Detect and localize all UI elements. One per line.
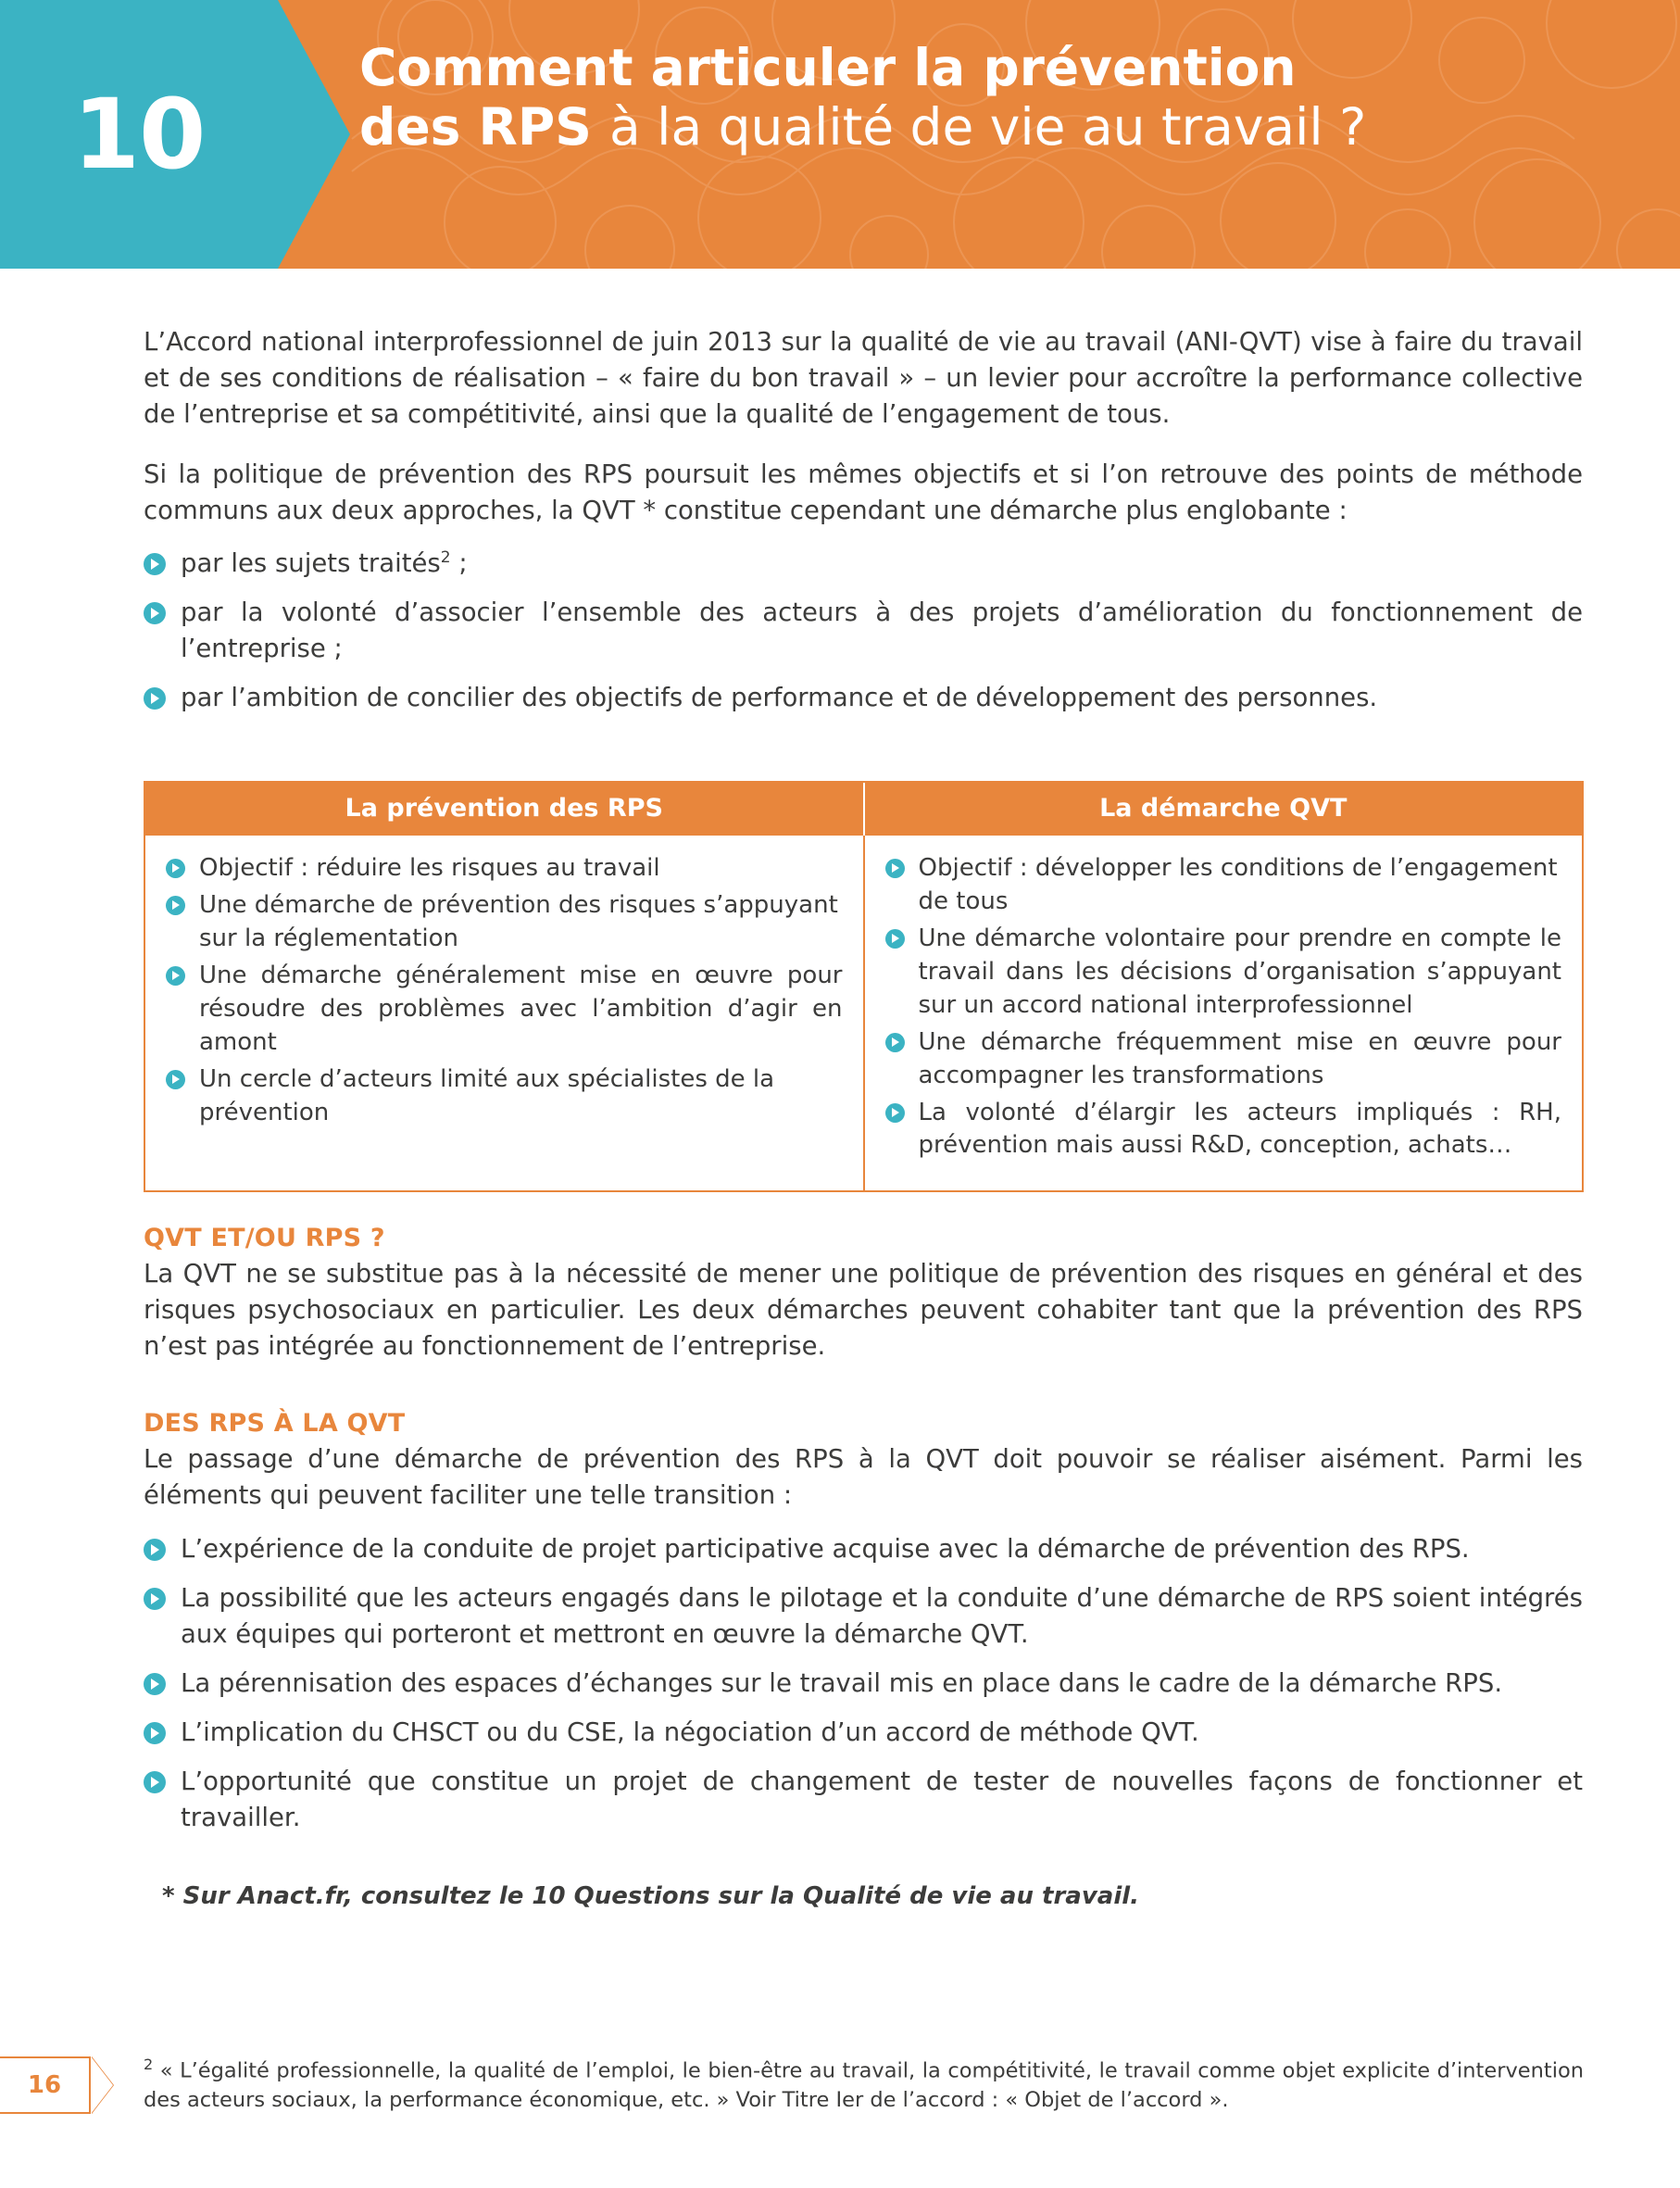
- intro-bullet-list: [144, 546, 1583, 716]
- table-header-row: [145, 783, 1582, 836]
- list-item: [144, 1715, 1583, 1751]
- des-rps-bullet-list: [144, 1531, 1583, 1836]
- arrow-bullet-icon: [885, 929, 905, 949]
- list-item: [144, 1531, 1583, 1567]
- table-cell-text: Objectif : réduire les risques au travail: [199, 854, 660, 883]
- footnote-text: « L’égalité professionnelle, la qualité de l’emploi, le bien-être au travail, la compétitivité, le travail comme objet explicite d’intervention des acteurs sociaux, la performance économique, etc. » Voir Titre Ier de l’accord : « Objet de l’accord ».: [144, 2058, 1584, 2112]
- page-footer: [0, 2047, 1680, 2188]
- arrow-bullet-icon: [144, 1588, 166, 1610]
- footnote-ref: 2: [440, 548, 451, 568]
- footnote-2: [144, 2055, 1584, 2115]
- intro-paragraph-2: Si la politique de prévention des RPS poursuit les mêmes objectifs et si l’on retrouve des points de méthode communs aux deux approches, la QVT * constitue cependant une démarche plus englobante :: [144, 459, 1583, 526]
- table-cell-text: Un cercle d’acteurs limité aux spécialistes de la prévention: [199, 1064, 775, 1126]
- list-item-text: par l’ambition de concilier des objectifs de performance et de développement des personnes.: [181, 683, 1378, 713]
- arrow-bullet-icon: [144, 1722, 166, 1744]
- table-row: [885, 1026, 1562, 1093]
- table-row: [166, 1063, 843, 1130]
- table-row: [166, 852, 843, 886]
- page-number-badge: 16: [0, 2056, 91, 2114]
- list-item-tail: ;: [450, 548, 468, 579]
- list-item-text: La possibilité que les acteurs engagés dans le pilotage et la conduite d’une démarche de RPS soient intégrés aux équipes qui porteront et mettront en œuvre la démarche QVT.: [181, 1582, 1583, 1649]
- list-item: [144, 546, 1583, 582]
- page-title-line2-light: à la qualité de vie au travail ?: [608, 96, 1367, 157]
- chapter-number: 10: [72, 78, 206, 191]
- arrow-bullet-icon: [144, 602, 166, 624]
- arrow-bullet-icon: [144, 553, 166, 575]
- section-heading-des-rps: DES RPS À LA QVT: [144, 1409, 406, 1439]
- table-row: [885, 923, 1562, 1023]
- arrow-bullet-icon: [885, 859, 905, 878]
- table-cell-text: Une démarche fréquemment mise en œuvre pour accompagner les transformations: [918, 1027, 1561, 1089]
- list-item: [144, 1666, 1583, 1702]
- page-title-line2-bold: des RPS: [359, 96, 609, 157]
- table-cell-text: La volonté d’élargir les acteurs impliqués : RH, prévention mais aussi R&D, conception, achats…: [918, 1098, 1561, 1160]
- footnote-star-note: * Sur Anact.fr, consultez le 10 Questions sur la Qualité de vie au travail.: [162, 1881, 1140, 1910]
- arrow-bullet-icon: [166, 1070, 185, 1089]
- table-row: [885, 852, 1562, 919]
- table-row: [885, 1097, 1562, 1163]
- list-item: [144, 1580, 1583, 1653]
- arrow-bullet-icon: [885, 1103, 905, 1123]
- comparison-table: [144, 781, 1584, 1192]
- table-header-prevention-rps: La prévention des RPS: [145, 783, 865, 836]
- list-item-text: L’opportunité que constitue un projet de changement de tester de nouvelles façons de fonctionner et travailler.: [181, 1766, 1583, 1832]
- table-cell-text: Objectif : développer les conditions de l’engagement de tous: [918, 854, 1558, 916]
- arrow-bullet-icon: [166, 896, 185, 915]
- table-column-prevention-rps: [145, 836, 865, 1190]
- list-item-text: L’implication du CHSCT ou du CSE, la négociation d’un accord de méthode QVT.: [181, 1716, 1199, 1747]
- table-row: [166, 960, 843, 1060]
- section-body-des-rps: Le passage d’une démarche de prévention des RPS à la QVT doit pouvoir se réaliser aisément. Parmi les éléments qui peuvent faciliter une telle transition :: [144, 1444, 1583, 1511]
- table-cell-text: Une démarche généralement mise en œuvre pour résoudre des problèmes avec l’ambition d’agir en amont: [199, 962, 843, 1056]
- page-title-line1: Comment articuler la prévention: [359, 38, 1297, 97]
- table-cell-text: Une démarche volontaire pour prendre en compte le travail dans les décisions d’organisation s’appuyant sur un accord national interprofessionnel: [918, 924, 1561, 1019]
- list-item-text: L’expérience de la conduite de projet participative acquise avec la démarche de prévention des RPS.: [181, 1533, 1470, 1564]
- footnote-marker: 2: [144, 2056, 154, 2073]
- list-item: [144, 1764, 1583, 1836]
- list-item-text: La pérennisation des espaces d’échanges sur le travail mis en place dans le cadre de la démarche RPS.: [181, 1667, 1503, 1698]
- table-row: [166, 889, 843, 956]
- arrow-bullet-icon: [144, 687, 166, 710]
- table-header-demarche-qvt: La démarche QVT: [1099, 794, 1348, 824]
- list-item: [144, 595, 1583, 667]
- list-item-text: par la volonté d’associer l’ensemble des acteurs à des projets d’amélioration du fonctionnement de l’entreprise ;: [181, 597, 1583, 664]
- arrow-bullet-icon: [144, 1539, 166, 1561]
- page-content: [0, 269, 1680, 1910]
- arrow-bullet-icon: [166, 859, 185, 878]
- table-body: [145, 836, 1582, 1190]
- section-heading-qvt-rps: QVT ET/OU RPS ?: [144, 1224, 385, 1253]
- arrow-bullet-icon: [885, 1033, 905, 1052]
- arrow-bullet-icon: [144, 1673, 166, 1695]
- intro-paragraph-1: L’Accord national interprofessionnel de juin 2013 sur la qualité de vie au travail (ANI-QVT) vise à faire du travail et de ses conditions de réalisation – « faire du bon travail » – un levier pour accroître la performance collective de l’entreprise et sa compétitivité, ainsi que la qualité de l’engagement de tous.: [144, 327, 1583, 430]
- page-number-badge-arrow: [91, 2056, 113, 2114]
- arrow-bullet-icon: [166, 966, 185, 986]
- chapter-number-arrow: [278, 0, 350, 269]
- table-column-demarche-qvt: [865, 836, 1583, 1190]
- section-body-qvt-rps: La QVT ne se substitue pas à la nécessité de mener une politique de prévention des risques en général et des risques psychosociaux en particulier. Les deux démarches peuvent cohabiter tant que la prévention des RPS n’est pas intégrée au fonctionnement de l’entreprise.: [144, 1259, 1583, 1362]
- page-title: [359, 39, 1637, 157]
- list-item-text: par les sujets traités: [181, 548, 441, 579]
- page-header: [0, 0, 1680, 269]
- list-item: [144, 680, 1583, 716]
- arrow-bullet-icon: [144, 1771, 166, 1793]
- table-cell-text: Une démarche de prévention des risques s’appuyant sur la réglementation: [199, 891, 838, 953]
